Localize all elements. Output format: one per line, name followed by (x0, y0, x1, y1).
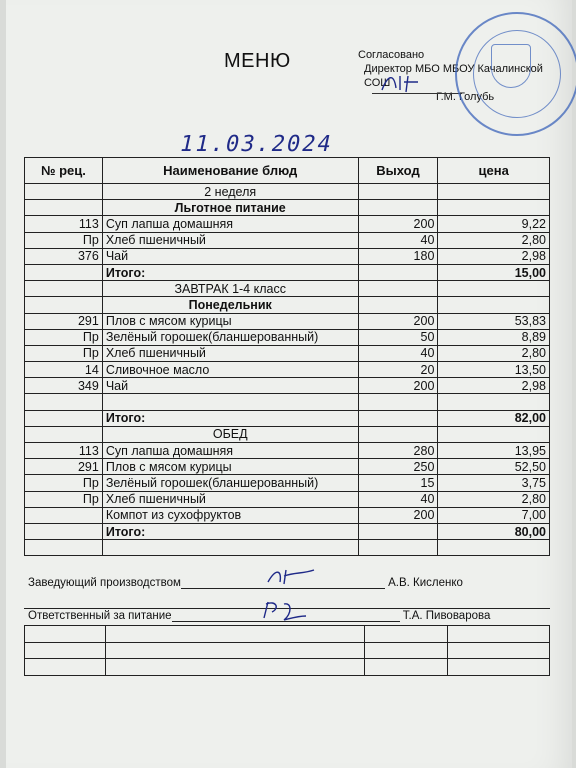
table-cell (365, 626, 448, 643)
col-recipe: № рец. (25, 158, 103, 184)
benefit-total-row (25, 264, 550, 280)
table-cell: Итого: (102, 410, 358, 426)
empty-row (25, 394, 550, 410)
table-cell: 2,98 (438, 378, 550, 394)
table-cell (438, 297, 550, 313)
table-cell (358, 426, 438, 442)
table-cell: 50 (358, 329, 438, 345)
table-cell: 3,75 (438, 475, 550, 491)
table-cell: Зелёный горошек(бланшерованный) (102, 329, 358, 345)
week-label: 2 неделя (102, 184, 358, 200)
nutrition-label: Ответственный за питание (28, 610, 172, 622)
table-cell (438, 540, 550, 556)
table-cell: Зелёный горошек(бланшерованный) (102, 475, 358, 491)
table-cell (358, 394, 438, 410)
table-cell: 53,83 (438, 313, 550, 329)
table-cell: 2,80 (438, 345, 550, 361)
table-cell (25, 426, 103, 442)
col-price: цена (438, 158, 550, 184)
table-cell: Итого: (102, 523, 358, 539)
table-cell: 40 (358, 491, 438, 507)
table-cell: 14 (25, 362, 103, 378)
menu-sheet (6, 0, 572, 768)
table-row (25, 443, 550, 459)
official-stamp-icon (455, 12, 576, 136)
table-row (25, 345, 550, 361)
table-cell (106, 642, 365, 659)
table-cell: 9,22 (438, 216, 550, 232)
table-cell: Плов с мясом курицы (102, 459, 358, 475)
table-cell: 2,80 (438, 491, 550, 507)
blank-row (25, 642, 550, 659)
breakfast-total-row (25, 410, 550, 426)
table-cell: 113 (25, 216, 103, 232)
menu-table (24, 157, 550, 556)
table-cell: Пр (25, 345, 103, 361)
table-cell (358, 410, 438, 426)
table-cell (25, 523, 103, 539)
table-cell: Пр (25, 491, 103, 507)
production-signature-row (28, 577, 463, 589)
table-cell (106, 626, 365, 643)
table-cell: 13,50 (438, 362, 550, 378)
table-cell: Хлеб пшеничный (102, 491, 358, 507)
table-cell: 291 (25, 459, 103, 475)
blank-table (24, 625, 550, 676)
table-cell (102, 394, 358, 410)
table-cell: 80,00 (438, 523, 550, 539)
table-cell: 349 (25, 378, 103, 394)
table-cell: Чай (102, 248, 358, 264)
table-row (25, 248, 550, 264)
table-cell: 200 (358, 313, 438, 329)
table-cell: 7,00 (438, 507, 550, 523)
table-cell: 291 (25, 313, 103, 329)
table-cell (25, 200, 103, 216)
table-cell: 13,95 (438, 443, 550, 459)
table-cell (365, 642, 448, 659)
table-cell: 2,80 (438, 232, 550, 248)
table-cell (25, 281, 103, 297)
table-cell: 52,50 (438, 459, 550, 475)
table-cell: Суп лапша домашняя (102, 216, 358, 232)
table-cell (25, 659, 106, 676)
col-dish: Наименование блюд (102, 158, 358, 184)
section-benefit: Льготное питание (102, 200, 358, 216)
lunch-header-row (25, 426, 550, 442)
table-cell: Хлеб пшеничный (102, 345, 358, 361)
table-cell (25, 410, 103, 426)
table-cell: 20 (358, 362, 438, 378)
table-cell (438, 394, 550, 410)
table-cell (25, 297, 103, 313)
table-row (25, 475, 550, 491)
table-row (25, 362, 550, 378)
table-row (25, 313, 550, 329)
table-cell: Пр (25, 232, 103, 248)
table-cell: Плов с мясом курицы (102, 313, 358, 329)
table-cell (358, 200, 438, 216)
table-cell (365, 659, 448, 676)
director-line: Директор МБО МБОУ Качалинской СОШ (364, 63, 543, 89)
table-cell: 82,00 (438, 410, 550, 426)
table-cell (25, 642, 106, 659)
table-row (25, 329, 550, 345)
table-cell (448, 642, 550, 659)
blank-row (25, 659, 550, 676)
table-cell (438, 184, 550, 200)
day-row (25, 297, 550, 313)
table-row (25, 216, 550, 232)
table-cell (25, 507, 103, 523)
table-cell: 376 (25, 248, 103, 264)
col-output: Выход (358, 158, 438, 184)
table-cell (358, 523, 438, 539)
table-cell (25, 264, 103, 280)
table-cell (358, 297, 438, 313)
table-cell: 15 (358, 475, 438, 491)
table-cell: Пр (25, 475, 103, 491)
blank-row (25, 626, 550, 643)
table-cell: Сливочное масло (102, 362, 358, 378)
table-cell (358, 184, 438, 200)
nutrition-signature-icon (258, 598, 318, 624)
nutrition-name: Т.А. Пивоварова (402, 610, 491, 622)
breakfast-header-row (25, 281, 550, 297)
table-cell: Хлеб пшеничный (102, 232, 358, 248)
table-cell: 200 (358, 216, 438, 232)
table-cell (25, 626, 106, 643)
table-cell: Пр (25, 329, 103, 345)
table-cell: 250 (358, 459, 438, 475)
table-cell: 113 (25, 443, 103, 459)
table-row (25, 459, 550, 475)
production-signature-icon (262, 566, 322, 588)
table-row (25, 507, 550, 523)
table-cell (106, 659, 365, 676)
table-row (25, 491, 550, 507)
table-cell: 15,00 (438, 264, 550, 280)
table-cell: 2,98 (438, 248, 550, 264)
table-row (25, 378, 550, 394)
table-cell (438, 200, 550, 216)
table-cell: 200 (358, 378, 438, 394)
week-row (25, 184, 550, 200)
table-cell (448, 659, 550, 676)
empty-row (25, 540, 550, 556)
table-cell: Чай (102, 378, 358, 394)
table-cell (102, 540, 358, 556)
table-cell: 280 (358, 443, 438, 459)
table-cell (438, 281, 550, 297)
table-cell (358, 281, 438, 297)
director-signature-icon (378, 70, 438, 96)
table-cell (25, 394, 103, 410)
table-cell (25, 184, 103, 200)
director-name: Г.М. Голубь (436, 91, 495, 103)
table-cell (358, 540, 438, 556)
table-cell (25, 540, 103, 556)
table-cell: 40 (358, 345, 438, 361)
table-row (25, 232, 550, 248)
section-row (25, 200, 550, 216)
table-cell (438, 426, 550, 442)
menu-date: 11.03.2024 (177, 132, 336, 157)
day-label: Понедельник (102, 297, 358, 313)
table-cell: Итого: (102, 264, 358, 280)
table-cell: 180 (358, 248, 438, 264)
production-label: Заведующий производством (28, 577, 181, 589)
production-name: А.В. Кисленко (388, 577, 463, 589)
breakfast-label: ЗАВТРАК 1-4 класс (102, 281, 358, 297)
table-cell (448, 626, 550, 643)
table-cell: 40 (358, 232, 438, 248)
table-cell (358, 264, 438, 280)
table-cell: Суп лапша домашняя (102, 443, 358, 459)
table-cell: 8,89 (438, 329, 550, 345)
table-cell: Компот из сухофруктов (102, 507, 358, 523)
page-title: МЕНЮ (224, 50, 291, 72)
lunch-total-row (25, 523, 550, 539)
approved-label: Согласовано (358, 49, 425, 61)
table-cell: 200 (358, 507, 438, 523)
table-header-row (25, 158, 550, 184)
lunch-label: ОБЕД (102, 426, 358, 442)
